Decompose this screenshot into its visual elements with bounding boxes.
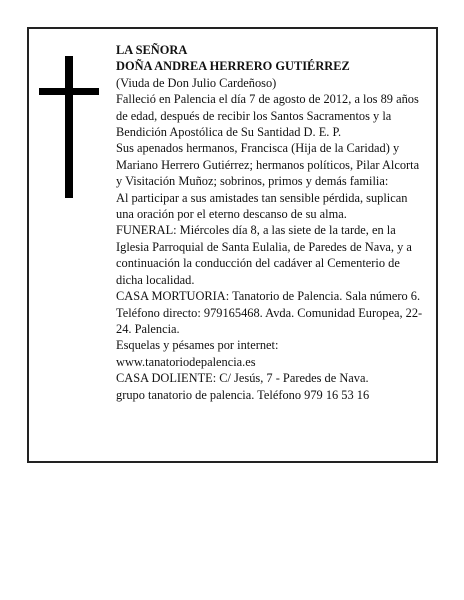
internet-label: Esquelas y pésames por internet: xyxy=(116,338,279,353)
deceased-name: DOÑA ANDREA HERRERO GUTIÉRREZ xyxy=(116,59,350,74)
notice-title: LA SEÑORA xyxy=(116,43,188,57)
obituary-notice xyxy=(27,27,438,463)
website-link: www.tanatoriodepalencia.es xyxy=(116,354,256,369)
cross-horizontal-bar xyxy=(39,88,99,95)
death-details: Falleció en Palencia el día 7 de agosto de 2012, a los 89 años de edad, después de recibir los Santos Sacramentos y la Bendición Apostólica de Su Santidad D. E. P. xyxy=(116,92,419,140)
prayer-request: Al participar a sus amistades tan sensible pérdida, suplican una oración por el eterno descanso de su alma. xyxy=(116,190,408,222)
mortuary-details: CASA MORTUORIA: Tanatorio de Palencia. Sala número 6. Teléfono directo: 979165468. Avda. Comunidad Europea, 22-24. Palencia. xyxy=(116,289,423,336)
funeral-home-footer: grupo tanatorio de palencia. Teléfono 979 16 53 16 xyxy=(116,387,370,402)
cross-vertical-bar xyxy=(65,56,73,198)
cross-icon xyxy=(39,56,99,198)
deceased-subtitle: (Viuda de Don Julio Cardeñoso) xyxy=(116,75,277,90)
funeral-details: FUNERAL: Miércoles día 8, a las siete de la tarde, en la Iglesia Parroquial de Santa Eulalia, de Paredes de Nava, y a continuación la conducción del cadáver al Cementerio de dicha localidad. xyxy=(116,223,412,287)
family-members: Sus apenados hermanos, Francisca (Hija de la Caridad) y Mariano Herrero Gutiérrez; hermanos políticos, Pilar Alcorta y Visitación Muñoz; sobrinos, primos y demás familia: xyxy=(116,141,420,189)
notice-text xyxy=(116,42,428,403)
grieving-home: CASA DOLIENTE: C/ Jesús, 7 - Paredes de Nava. xyxy=(116,371,369,386)
